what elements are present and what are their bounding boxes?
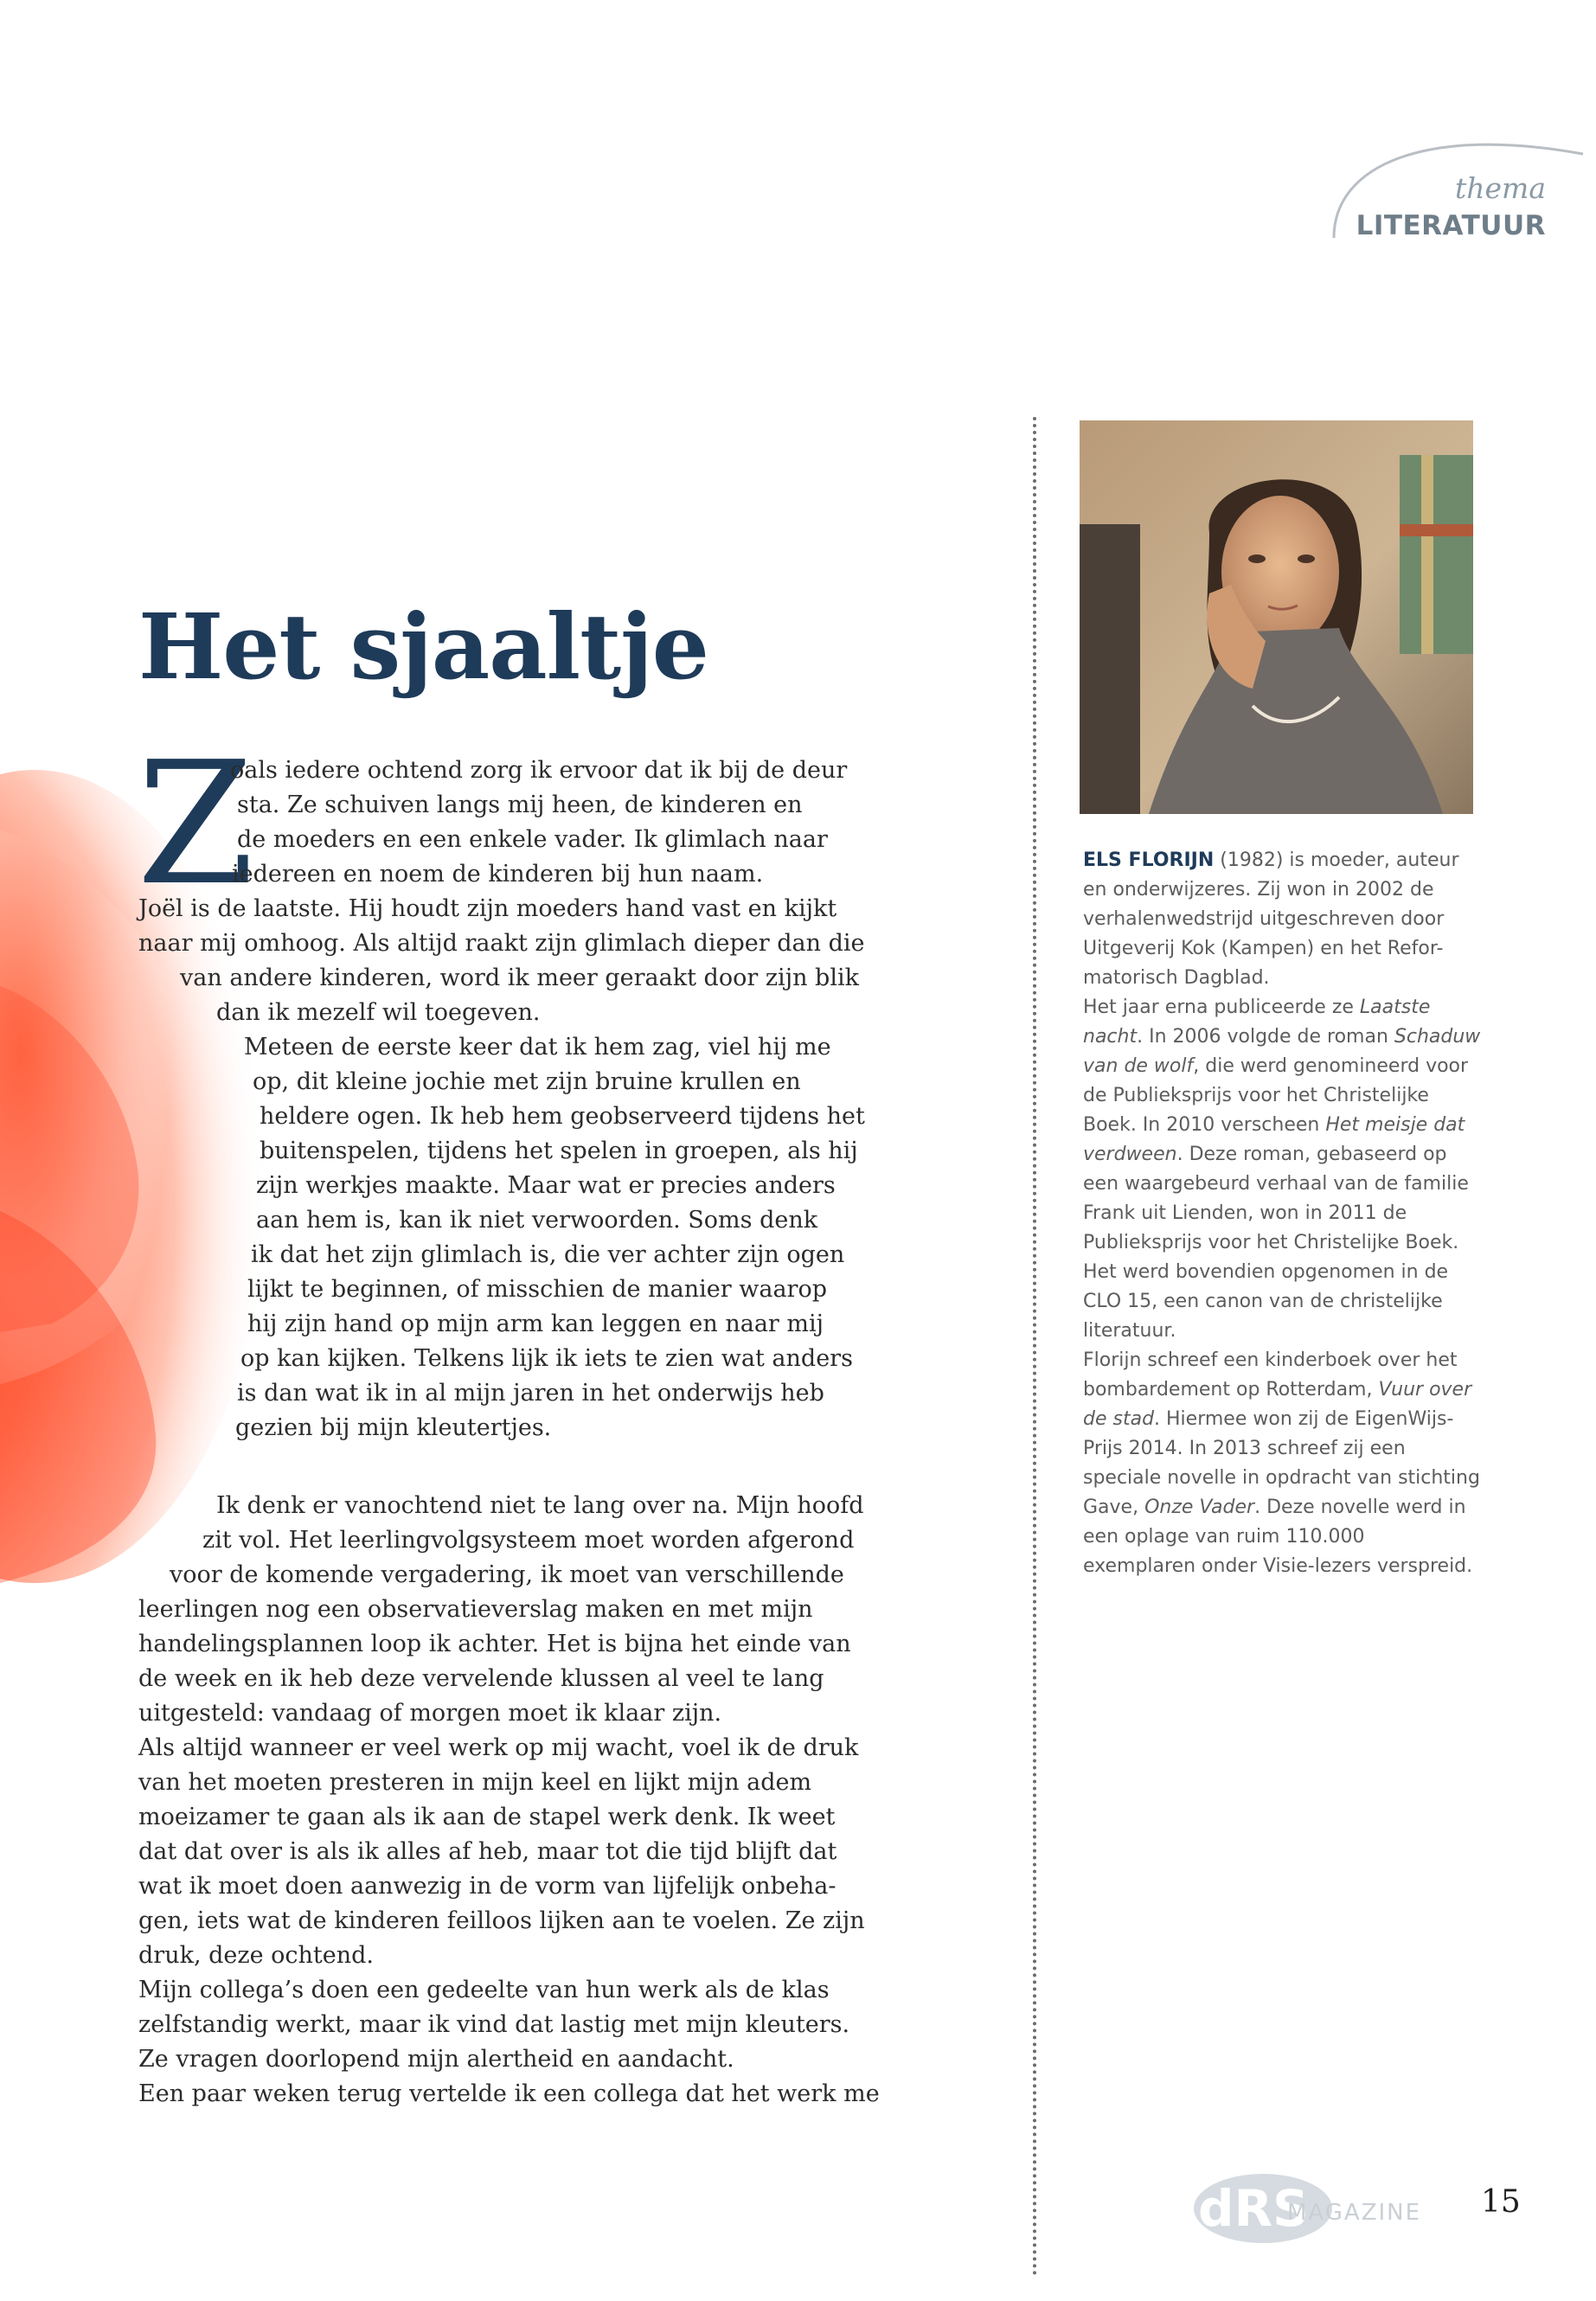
body-line: lijkt te beginnen, of misschien de manier waarop (247, 1276, 828, 1303)
body-line: naar mij omhoog. Als altijd raakt zijn glimlach dieper dan die (138, 930, 865, 957)
body-line: voor de komende vergadering, ik moet van verschillende (170, 1561, 844, 1588)
body-line: druk, deze ochtend. (138, 1942, 375, 1969)
body-line: iedereen en noem de kinderen bij hun naam. (232, 861, 764, 888)
body-line: leerlingen nog een observatieverslag maken en met mijn (138, 1596, 813, 1623)
page-number: 15 (1481, 2184, 1521, 2220)
body-line: uitgesteld: vandaag of morgen moet ik klaar zijn. (138, 1700, 722, 1727)
body-line: sta. Ze schuiven langs mij heen, de kinderen en (237, 792, 803, 818)
bio-paragraph: Florijn schreef een kinderboek over het bombardement op Rotterdam, Vuur over de stad. Hiermee won zij de EigenWijs-Prijs 2014. In 2013 schreef zij een speciale novelle in opdracht van stichting Gave, Onze Vader. Deze novelle werd in een oplage van ruim 110.000 exemplaren onder Visie-lezers verspreid. (1083, 1349, 1480, 1577)
magazine-logo (1185, 2167, 1436, 2253)
author-bio (1083, 846, 1481, 1581)
body-line: van andere kinderen, word ik meer geraakt door zijn blik (180, 965, 859, 991)
body-line: ik dat het zijn glimlach is, die ver achter zijn ogen (251, 1241, 845, 1268)
body-line: moeizamer te gaan als ik aan de stapel werk denk. Ik weet (138, 1804, 836, 1830)
body-line: zelfstandig werkt, maar ik vind dat lastig met mijn kleuters. (138, 2011, 850, 2038)
body-line: is dan wat ik in al mijn jaren in het onderwijs heb (237, 1380, 824, 1407)
author-photo (1080, 420, 1473, 814)
body-line: zijn werkjes maakte. Maar wat er precies anders (256, 1172, 836, 1199)
body-line: gen, iets wat de kinderen feilloos lijken aan te voelen. Ze zijn (138, 1907, 865, 1934)
drop-cap: Z (137, 726, 255, 923)
body-line: zit vol. Het leerlingvolgsysteem moet worden afgerond (202, 1527, 855, 1554)
body-line: van het moeten presteren in mijn keel en lijkt mijn adem (138, 1769, 812, 1796)
svg-text:dRS: dRS (1198, 2179, 1309, 2238)
body-line: buitenspelen, tijdens het spelen in groepen, als hij (260, 1138, 858, 1164)
body-line: Als altijd wanneer er veel werk op mij wacht, voel ik de druk (138, 1734, 859, 1761)
body-line: gezien bij mijn kleutertjes. (235, 1414, 552, 1441)
svg-text:MAGAZINE: MAGAZINE (1287, 2200, 1422, 2226)
body-line: op, dit kleine jochie met zijn bruine krullen en (253, 1068, 801, 1095)
body-line: dan ik mezelf wil toegeven. (216, 999, 541, 1026)
body-line: aan hem is, kan ik niet verwoorden. Soms denk (256, 1207, 818, 1234)
column-divider (1033, 417, 1036, 2277)
body-line: Joël is de laatste. Hij houdt zijn moeders hand vast en kijkt (138, 895, 837, 922)
body-line: Een paar weken terug vertelde ik een collega dat het werk me (138, 2080, 880, 2107)
body-line: op kan kijken. Telkens lijk ik iets te zien wat anders (240, 1345, 853, 1372)
article-title: Het sjaaltje (138, 593, 708, 700)
body-line: wat ik moet doen aanwezig in de vorm van lijfelijk onbeha- (138, 1873, 836, 1900)
body-line: de week en ik heb deze vervelende klussen al veel te lang (138, 1665, 824, 1692)
bio-paragraph: ELS FLORIJN (1982) is moeder, auteur en onderwijzeres. Zij won in 2002 de verhalenwedstrijd uitgeschreven door Uitgeverij Kok (Kampen) en het Refor- matorisch Dagblad. (1083, 849, 1459, 989)
body-line: de moeders en een enkele vader. Ik glimlach naar (237, 826, 828, 853)
bio-paragraph: Het jaar erna publiceerde ze Laatste nacht. In 2006 volgde de roman Schaduw van de wolf, die werd genomineerd voor de Publieksprijs voor het Christelijke Boek. In 2010 verscheen Het meisje dat verdween. Deze roman, gebaseerd op een waargebeurd verhaal van de familie Frank uit Lienden, won in 2011 de Publieksprijs voor het Christelijke Boek. Het werd bovendien opgenomen in de CLO 15, een canon van de christelijke literatuur. (1083, 997, 1481, 1342)
body-line: oals iedere ochtend zorg ik ervoor dat ik bij de deur (230, 757, 848, 784)
body-line: hij zijn hand op mijn arm kan leggen en naar mij (247, 1311, 824, 1337)
author-name: ELS FLORIJN (1083, 849, 1215, 871)
body-line: heldere ogen. Ik heb hem geobserveerd tijdens het (260, 1103, 865, 1130)
body-line: dat dat over is als ik alles af heb, maar tot die tijd blijft dat (138, 1838, 837, 1865)
body-line: Mijn collega’s doen een gedeelte van hun werk als de klas (138, 1977, 830, 2003)
body-line: Meteen de eerste keer dat ik hem zag, viel hij me (244, 1034, 831, 1061)
body-line: handelingsplannen loop ik achter. Het is bijna het einde van (138, 1631, 851, 1657)
theme-label: thema (1454, 171, 1546, 205)
body-line: Ik denk er vanochtend niet te lang over na. Mijn hoofd (216, 1492, 864, 1519)
body-line: Ze vragen doorlopend mijn alertheid en aandacht. (138, 2046, 734, 2073)
section-label: LITERATUUR (1356, 210, 1546, 241)
